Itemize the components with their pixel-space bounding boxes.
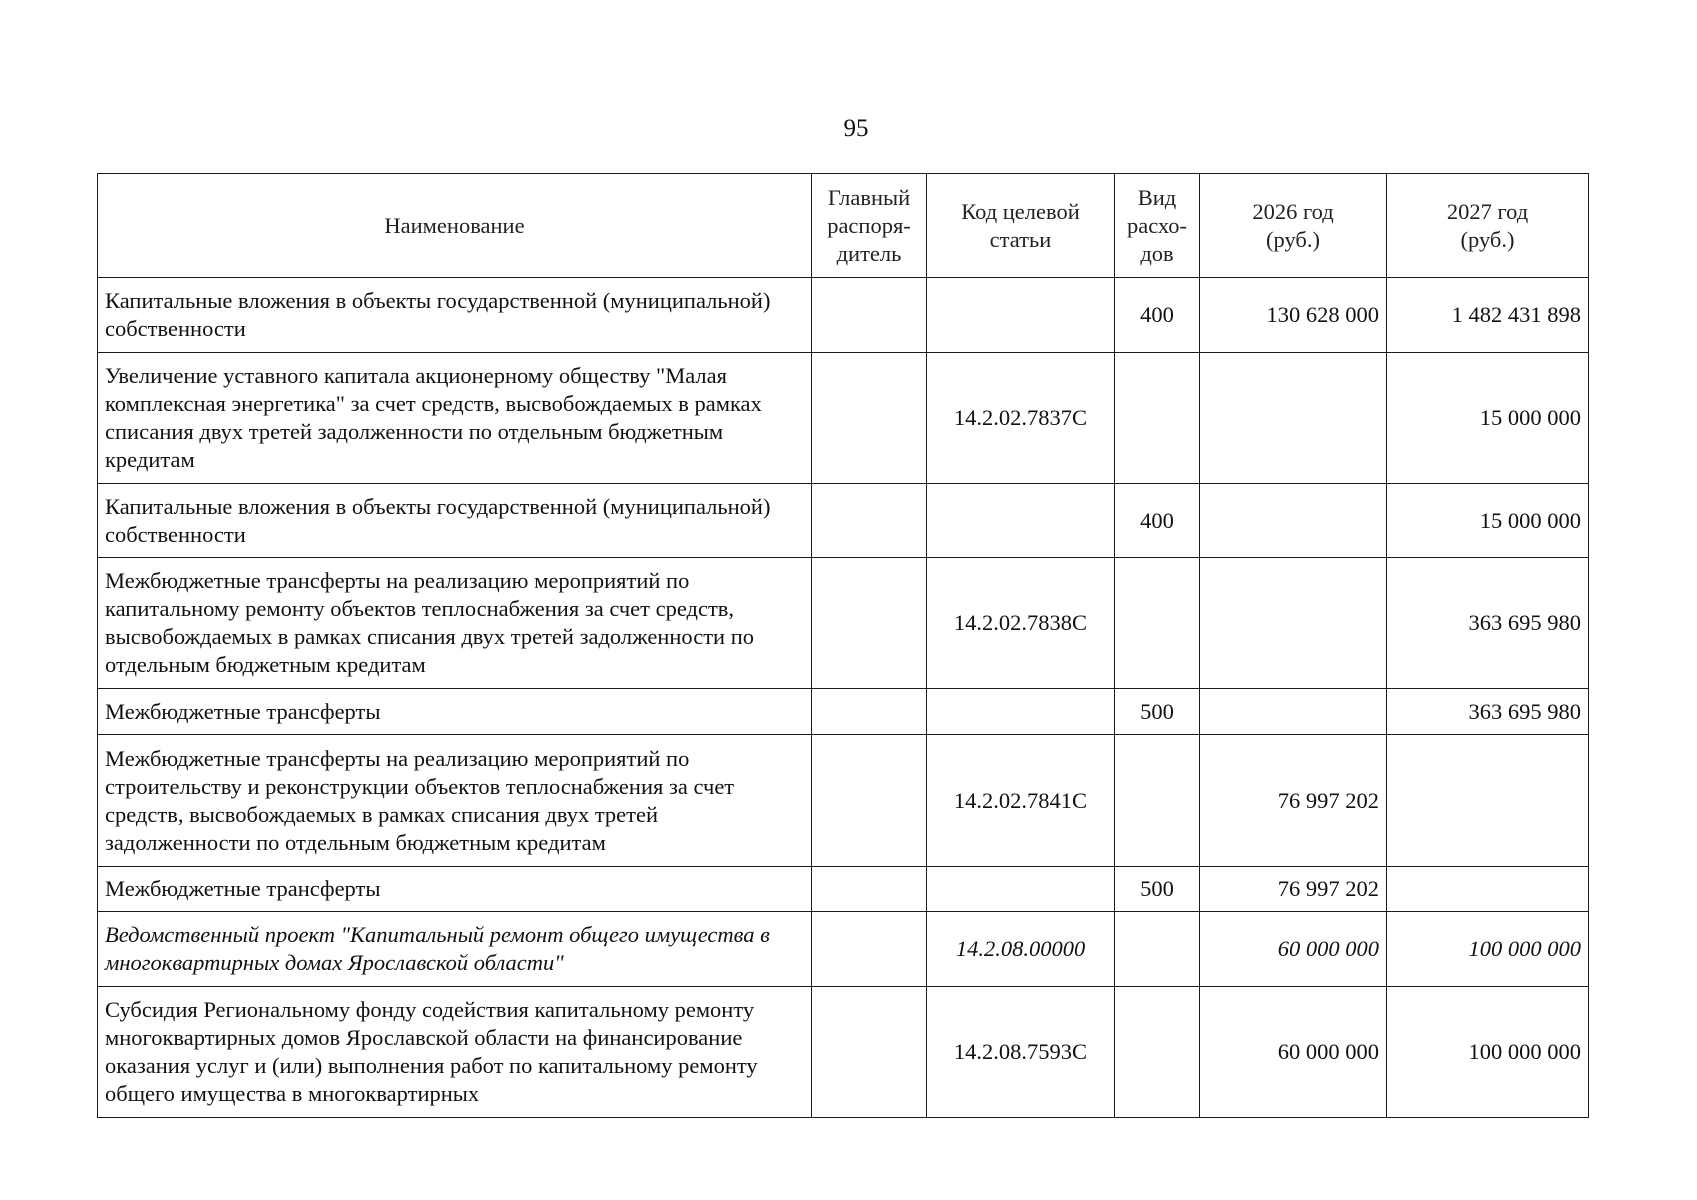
cell-code: 14.2.08.00000	[927, 912, 1115, 987]
table-row-project	[98, 912, 1589, 987]
cell-code	[927, 689, 1115, 735]
table-row	[98, 735, 1589, 867]
page-number: 95	[843, 115, 869, 142]
cell-2026: 60 000 000	[1200, 912, 1387, 987]
cell-2026: 60 000 000	[1200, 987, 1387, 1118]
cell-2027: 100 000 000	[1387, 987, 1589, 1118]
cell-2027: 363 695 980	[1387, 689, 1589, 735]
cell-code	[927, 484, 1115, 558]
cell-code: 14.2.02.7838C	[927, 558, 1115, 689]
cell-2026	[1200, 558, 1387, 689]
table-row	[98, 987, 1589, 1118]
cell-type: 500	[1115, 689, 1200, 735]
cell-type: 500	[1115, 867, 1200, 912]
cell-2026: 130 628 000	[1200, 278, 1387, 353]
cell-2027: 363 695 980	[1387, 558, 1589, 689]
cell-name: Капитальные вложения в объекты государственной (муниципальной) собственности	[98, 278, 812, 353]
cell-name: Межбюджетные трансферты	[98, 867, 812, 912]
table-row	[98, 353, 1589, 484]
cell-2027: 1 482 431 898	[1387, 278, 1589, 353]
header-name: Наименование	[98, 174, 812, 278]
cell-type	[1115, 353, 1200, 484]
cell-2026	[1200, 689, 1387, 735]
cell-type: 400	[1115, 278, 1200, 353]
cell-code	[927, 278, 1115, 353]
cell-2026: 76 997 202	[1200, 735, 1387, 867]
cell-2026	[1200, 353, 1387, 484]
table-row	[98, 558, 1589, 689]
cell-admin	[812, 735, 927, 867]
cell-2027: 15 000 000	[1387, 353, 1589, 484]
cell-admin	[812, 912, 927, 987]
header-target-code: Код целевой статьи	[927, 174, 1115, 278]
cell-2026: 76 997 202	[1200, 867, 1387, 912]
cell-code	[927, 867, 1115, 912]
cell-name: Капитальные вложения в объекты государственной (муниципальной) собственности	[98, 484, 812, 558]
cell-admin	[812, 558, 927, 689]
cell-name: Ведомственный проект "Капитальный ремонт общего имущества в многоквартирных домах Ярославской области"	[98, 912, 812, 987]
budget-table	[97, 173, 1589, 1118]
cell-admin	[812, 689, 927, 735]
table-row	[98, 484, 1589, 558]
cell-type	[1115, 735, 1200, 867]
cell-2027: 15 000 000	[1387, 484, 1589, 558]
table-row	[98, 278, 1589, 353]
cell-2027: 100 000 000	[1387, 912, 1589, 987]
table-header-row	[98, 174, 1589, 278]
header-2026: 2026 год (руб.)	[1200, 174, 1387, 278]
cell-admin	[812, 353, 927, 484]
cell-admin	[812, 278, 927, 353]
cell-admin	[812, 484, 927, 558]
cell-code: 14.2.02.7837C	[927, 353, 1115, 484]
cell-type	[1115, 558, 1200, 689]
cell-2027	[1387, 867, 1589, 912]
cell-name: Субсидия Региональному фонду содействия капитальному ремонту многоквартирных домов Ярославской области на финансирование оказания услуг и (или) выполнения работ по капитальному ремонту общего имущества в многоквартирных	[98, 987, 812, 1118]
cell-type: 400	[1115, 484, 1200, 558]
table-row	[98, 689, 1589, 735]
header-2027: 2027 год (руб.)	[1387, 174, 1589, 278]
cell-name: Увеличение уставного капитала акционерному обществу "Малая комплексная энергетика" за счет средств, высвобождаемых в рамках списания двух третей задолженности по отдельным бюджетным кредитам	[98, 353, 812, 484]
cell-type	[1115, 987, 1200, 1118]
cell-code: 14.2.08.7593C	[927, 987, 1115, 1118]
cell-name: Межбюджетные трансферты на реализацию мероприятий по капитальному ремонту объектов теплоснабжения за счет средств, высвобождаемых в рамках списания двух третей задолженности по отдельным бюджетным кредитам	[98, 558, 812, 689]
cell-type	[1115, 912, 1200, 987]
header-chief-administrator: Главный распоря- дитель	[812, 174, 927, 278]
cell-code: 14.2.02.7841C	[927, 735, 1115, 867]
cell-name: Межбюджетные трансферты	[98, 689, 812, 735]
cell-admin	[812, 987, 927, 1118]
cell-admin	[812, 867, 927, 912]
cell-2027	[1387, 735, 1589, 867]
header-expense-type: Вид расхо- дов	[1115, 174, 1200, 278]
cell-2026	[1200, 484, 1387, 558]
cell-name: Межбюджетные трансферты на реализацию мероприятий по строительству и реконструкции объектов теплоснабжения за счет средств, высвобождаемых в рамках списания двух третей задолженности по отдельным бюджетным кредитам	[98, 735, 812, 867]
table-row	[98, 867, 1589, 912]
